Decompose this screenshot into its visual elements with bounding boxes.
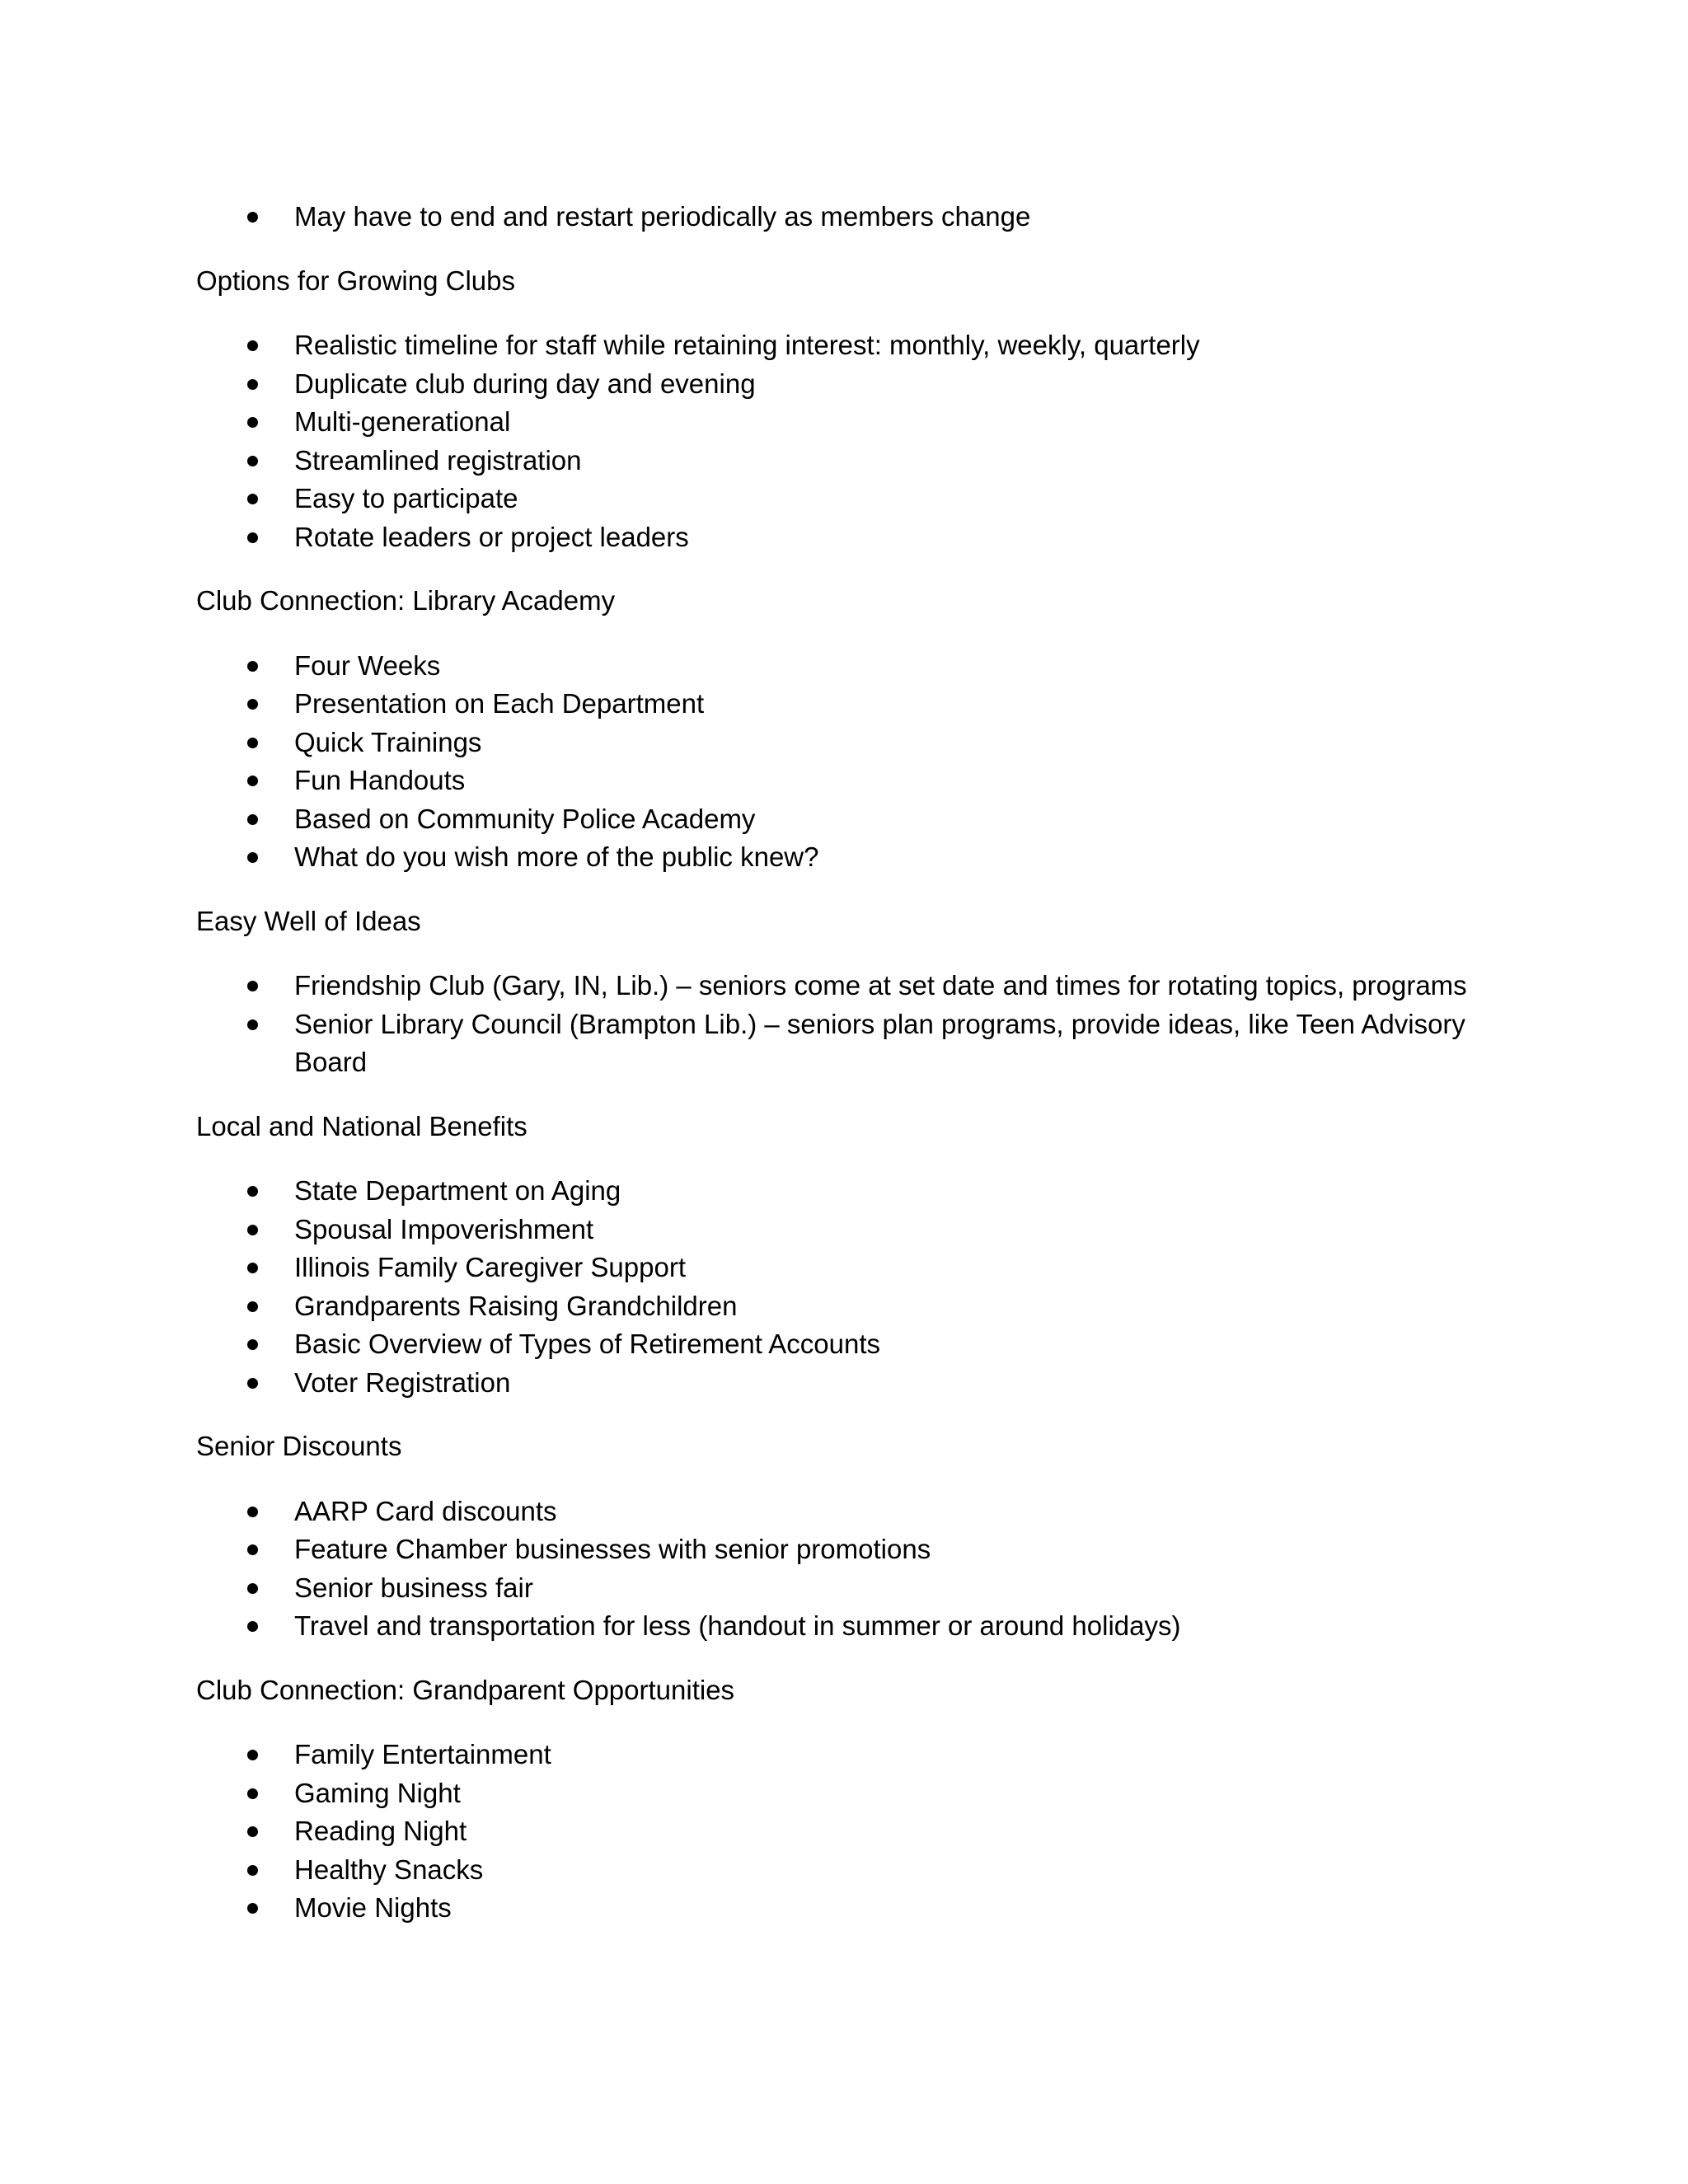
section-heading: Local and National Benefits: [196, 1110, 528, 1141]
list-item: [196, 326, 1515, 365]
bullet-icon: [247, 1339, 258, 1350]
list-item: [196, 480, 1515, 518]
list-item-text: Spousal Impoverishment: [294, 1213, 594, 1244]
list-item: [196, 762, 1515, 800]
bullet-icon: [247, 1019, 258, 1030]
list-item: [196, 1736, 1515, 1774]
bullet-icon: [247, 699, 258, 710]
list-item-text: Streamlined registration: [294, 444, 582, 476]
list-item-text: Based on Community Police Academy: [294, 803, 756, 834]
list-item: [196, 1774, 1515, 1813]
bullet-icon: [247, 212, 258, 223]
bullet-icon: [247, 1263, 258, 1273]
bullet-icon: [247, 852, 258, 863]
section-heading: Senior Discounts: [196, 1431, 402, 1461]
list-item-text: Fun Handouts: [294, 765, 466, 795]
document-body: [196, 198, 1515, 1953]
list-item: [196, 838, 1515, 877]
bullet-icon: [247, 661, 258, 672]
bullet-icon: [247, 776, 258, 786]
bullet-icon: [247, 738, 258, 748]
list-item-text: Gaming Night: [294, 1777, 461, 1808]
list-item: [196, 1889, 1515, 1928]
list-item: [196, 685, 1515, 724]
section-heading: Club Connection: Grandparent Opportunities: [196, 1674, 735, 1705]
list-item-text: Movie Nights: [294, 1892, 452, 1923]
list-item-text: Senior Library Council (Brampton Lib.) – seniors plan programs, provide ideas, like Teen Advisory Board: [294, 1008, 1465, 1077]
list-item-text: Easy to participate: [294, 483, 518, 513]
bullet-icon: [247, 1583, 258, 1594]
list-item-text: Presentation on Each Department: [294, 688, 705, 719]
list-item: [196, 1249, 1515, 1287]
bullet-list: [196, 1172, 1515, 1402]
list-item: [196, 403, 1515, 442]
list-item: [196, 1812, 1515, 1851]
bullet-list: [196, 967, 1515, 1082]
list-item: [196, 198, 1515, 237]
bullet-icon: [247, 1865, 258, 1876]
list-item: [196, 1493, 1515, 1531]
bullet-icon: [247, 1544, 258, 1555]
bullet-icon: [247, 532, 258, 543]
list-item-text: Senior business fair: [294, 1572, 533, 1603]
bullet-icon: [247, 1301, 258, 1312]
list-item: [196, 1569, 1515, 1608]
list-item-text: Quick Trainings: [294, 726, 482, 757]
list-item-text: Voter Registration: [294, 1366, 511, 1398]
list-item: [196, 365, 1515, 404]
bullet-icon: [247, 1621, 258, 1632]
bullet-icon: [247, 417, 258, 428]
list-item: [196, 800, 1515, 839]
bullet-icon: [247, 1378, 258, 1389]
section-heading: Club Connection: Library Academy: [196, 585, 616, 616]
list-item: [196, 1851, 1515, 1890]
section-heading: Easy Well of Ideas: [196, 905, 421, 936]
bullet-list: [196, 326, 1515, 556]
bullet-icon: [247, 981, 258, 991]
list-item: [196, 647, 1515, 686]
list-item-text: Travel and transportation for less (handout in summer or around holidays): [294, 1610, 1181, 1641]
list-item-text: What do you wish more of the public knew?: [294, 841, 819, 872]
bullet-list: [196, 1493, 1515, 1646]
list-item-text: Duplicate club during day and evening: [294, 368, 756, 399]
list-item: [196, 967, 1515, 1005]
bullet-icon: [247, 1225, 258, 1235]
list-item-text: Friendship Club (Gary, IN, Lib.) – seniors come at set date and times for rotating topics, programs: [294, 970, 1467, 1001]
list-item-text: May have to end and restart periodically as members change: [294, 201, 1031, 232]
bullet-icon: [247, 1750, 258, 1760]
list-item-text: Basic Overview of Types of Retirement Accounts: [294, 1329, 881, 1359]
bullet-icon: [247, 1903, 258, 1914]
list-item: [196, 1325, 1515, 1364]
bullet-icon: [247, 1788, 258, 1799]
list-item-text: Illinois Family Caregiver Support: [294, 1252, 687, 1282]
list-item: [196, 1172, 1515, 1211]
bullet-icon: [247, 1186, 258, 1197]
section-heading: Options for Growing Clubs: [196, 265, 515, 296]
list-item: [196, 518, 1515, 557]
bullet-icon: [247, 456, 258, 466]
bullet-list: [196, 647, 1515, 877]
list-item: [196, 1530, 1515, 1569]
list-item-text: Realistic timeline for staff while retaining interest: monthly, weekly, quarterly: [294, 330, 1200, 360]
bullet-icon: [247, 1826, 258, 1837]
list-item-text: Healthy Snacks: [294, 1854, 484, 1885]
list-item-text: Four Weeks: [294, 649, 441, 681]
list-item: [196, 1607, 1515, 1646]
list-item: [196, 724, 1515, 762]
list-item-text: Rotate leaders or project leaders: [294, 521, 689, 552]
list-item: [196, 442, 1515, 480]
list-item-text: Grandparents Raising Grandchildren: [294, 1290, 738, 1321]
list-item-text: Multi-generational: [294, 406, 511, 437]
list-item: [196, 1287, 1515, 1326]
list-item-text: State Department on Aging: [294, 1175, 621, 1206]
bullet-icon: [247, 494, 258, 504]
list-item-text: Reading Night: [294, 1816, 467, 1846]
bullet-icon: [247, 379, 258, 390]
list-item-text: Family Entertainment: [294, 1739, 551, 1769]
list-item: [196, 1005, 1515, 1082]
bullet-list: [196, 1736, 1515, 1928]
list-item: [196, 1211, 1515, 1249]
bullet-icon: [247, 1507, 258, 1517]
list-item: [196, 1364, 1515, 1403]
list-item-text: AARP Card discounts: [294, 1495, 557, 1526]
bullet-icon: [247, 340, 258, 351]
bullet-list: [196, 198, 1515, 237]
bullet-icon: [247, 814, 258, 825]
list-item-text: Feature Chamber businesses with senior promotions: [294, 1534, 931, 1564]
